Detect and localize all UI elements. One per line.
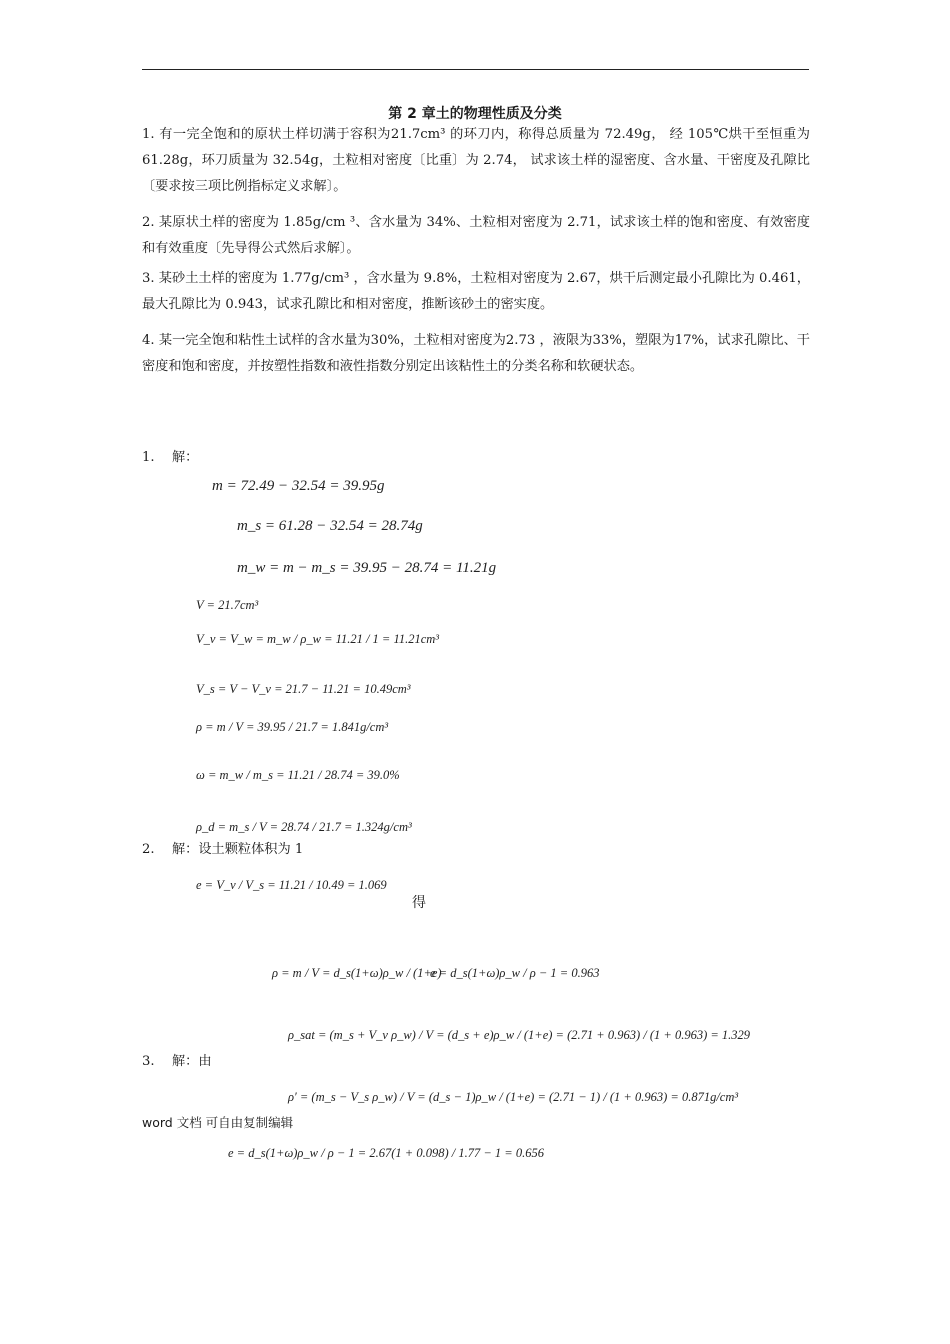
solution-1-label: 1. 解： xyxy=(142,450,199,465)
equation-saturated-density: ρ_sat = (m_s + V_v ρ_w) / V = (d_s + e)ρ_w / (1+e) = (2.71 + 0.963) / (1 + 0.963) = 1.329 xyxy=(288,1028,751,1042)
equation-solid-volume: V_s = V − V_v = 21.7 − 11.21 = 10.49cm³ xyxy=(196,682,411,696)
problem-3: 3. 某砂土土样的密度为 1.77g/cm³ ，含水量为 9.8%，土粒相对密度为 2.67，烘干后测定最小孔隙比为 0.461，最大孔隙比为 0.943，试求孔隙比和相对密度，推断该砂土的密实度。 xyxy=(142,271,810,312)
chapter-title: 第 2 章土的物理性质及分类 xyxy=(388,106,562,122)
equation-volume: V = 21.7cm³ xyxy=(196,598,259,612)
de-text: 得 xyxy=(412,895,426,911)
problem-1: 1. 有一完全饱和的原状土样切满于容积为21.7cm³ 的环刀内，称得总质量为 72.49g， 经 105℃烘干至恒重为 61.28g，环刀质量为 32.54g，土粒相对密度〔比重〕为 2.74， 试求该土样的湿密度、含水量、干密度及孔隙比〔要求按三项比例指标定义求解〕。 xyxy=(142,127,810,194)
footer-note: word 文档 可自由复制编辑 xyxy=(142,1115,294,1130)
equation-m: m = 72.49 − 32.54 = 39.95g xyxy=(212,478,385,494)
header-rule xyxy=(142,69,809,70)
equation-mw: m_w = m − m_s = 39.95 − 28.74 = 11.21g xyxy=(237,560,497,576)
equation-sand-void-ratio: e = d_s(1+ω)ρ_w / ρ − 1 = 2.67(1 + 0.098) / 1.77 − 1 = 0.656 xyxy=(228,1146,544,1160)
equation-rho-relation: ρ = m / V = d_s(1+ω)ρ_w / (1+e) xyxy=(272,966,442,980)
equation-density: ρ = m / V = 39.95 / 21.7 = 1.841g/cm³ xyxy=(196,720,389,734)
equation-ms: m_s = 61.28 − 32.54 = 28.74g xyxy=(237,518,423,534)
equation-effective-density: ρ′ = (m_s − V_s ρ_w) / V = (d_s − 1)ρ_w / (1+e) = (2.71 − 1) / (1 + 0.963) = 0.871g/cm³ xyxy=(288,1090,739,1104)
equation-void-volume: V_v = V_w = m_w / ρ_w = 11.21 / 1 = 11.21cm³ xyxy=(196,632,440,646)
equation-void-ratio: e = V_v / V_s = 11.21 / 10.49 = 1.069 xyxy=(196,878,387,892)
solution-3-label: 3. 解：由 xyxy=(142,1054,212,1069)
equation-water-content: ω = m_w / m_s = 11.21 / 28.74 = 39.0% xyxy=(196,768,400,782)
equation-dry-density: ρ_d = m_s / V = 28.74 / 21.7 = 1.324g/cm³ xyxy=(196,820,412,834)
equation-e-result: e = d_s(1+ω)ρ_w / ρ − 1 = 0.963 xyxy=(430,966,600,980)
problem-4: 4. 某一完全饱和粘性土试样的含水量为30%，土粒相对密度为2.73 ，液限为33%，塑限为17%，试求孔隙比、干密度和饱和密度，并按塑性指数和液性指数分别定出该粘性土的分类名称和软硬状态。 xyxy=(142,333,810,374)
problem-2: 2. 某原状土样的密度为 1.85g/cm ³、含水量为 34%、土粒相对密度为 2.71，试求该土样的饱和密度、有效密度和有效重度〔先导得公式然后求解〕。 xyxy=(142,215,810,256)
solution-2-label: 2. 解：设土颗粒体积为 1 xyxy=(142,842,304,857)
